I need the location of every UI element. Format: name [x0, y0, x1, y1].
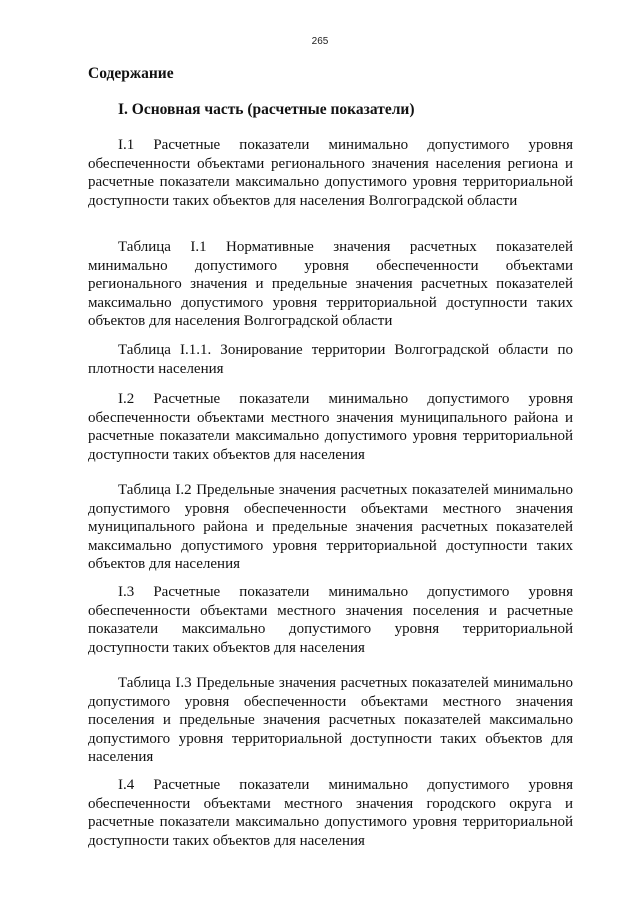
section-heading: I. Основная часть (расчетные показатели): [118, 101, 415, 118]
toc-entry-table-1-1-1: Таблица I.1.1. Зонирование территории Волгоградской области по плотности населения: [88, 342, 573, 377]
toc-entry-table-1-1: Таблица I.1 Нормативные значения расчетных показателей минимально допустимого уровня обеспеченности объектами регионального значения и предельные значения расчетных показателей максимально допустимого уровня территориальной доступности таких объектов для населения Волгоградской области: [88, 239, 573, 329]
toc-entry-table-1-3: Таблица I.3 Предельные значения расчетных показателей минимально допустимого уровня обеспеченности объектами местного значения поселения и предельные значения расчетных показателей максимально допустимого уровня территориальной доступности таких объектов для населения: [88, 675, 573, 765]
toc-entry-1-4: I.4 Расчетные показатели минимально допустимого уровня обеспеченности объектами местного значения городского округа и расчетные показатели максимально допустимого уровня территориальной доступности таких объектов для населения: [88, 777, 573, 849]
toc-entry-1-1: I.1 Расчетные показатели минимально допустимого уровня обеспеченности объектами регионального значения населения региона и расчетные показатели максимально допустимого уровня территориальной доступности таких объектов для населения Волгоградской области: [88, 137, 573, 209]
page-number: 265: [311, 36, 329, 47]
toc-entry-1-3: I.3 Расчетные показатели минимально допустимого уровня обеспеченности объектами местного значения поселения и расчетные показатели максимально допустимого уровня территориальной доступности таких объектов для населения: [88, 584, 573, 656]
contents-heading: Содержание: [88, 65, 174, 82]
toc-entry-1-2: I.2 Расчетные показатели минимально допустимого уровня обеспеченности объектами местного значения муниципального района и расчетные показатели максимально допустимого уровня территориальной доступности таких объектов для населения: [88, 391, 573, 463]
toc-entry-table-1-2: Таблица I.2 Предельные значения расчетных показателей минимально допустимого уровня обеспеченности объектами местного значения муниципального района и предельные значения расчетных показателей максимально допустимого уровня территориальной доступности таких объектов для населения: [88, 482, 573, 572]
